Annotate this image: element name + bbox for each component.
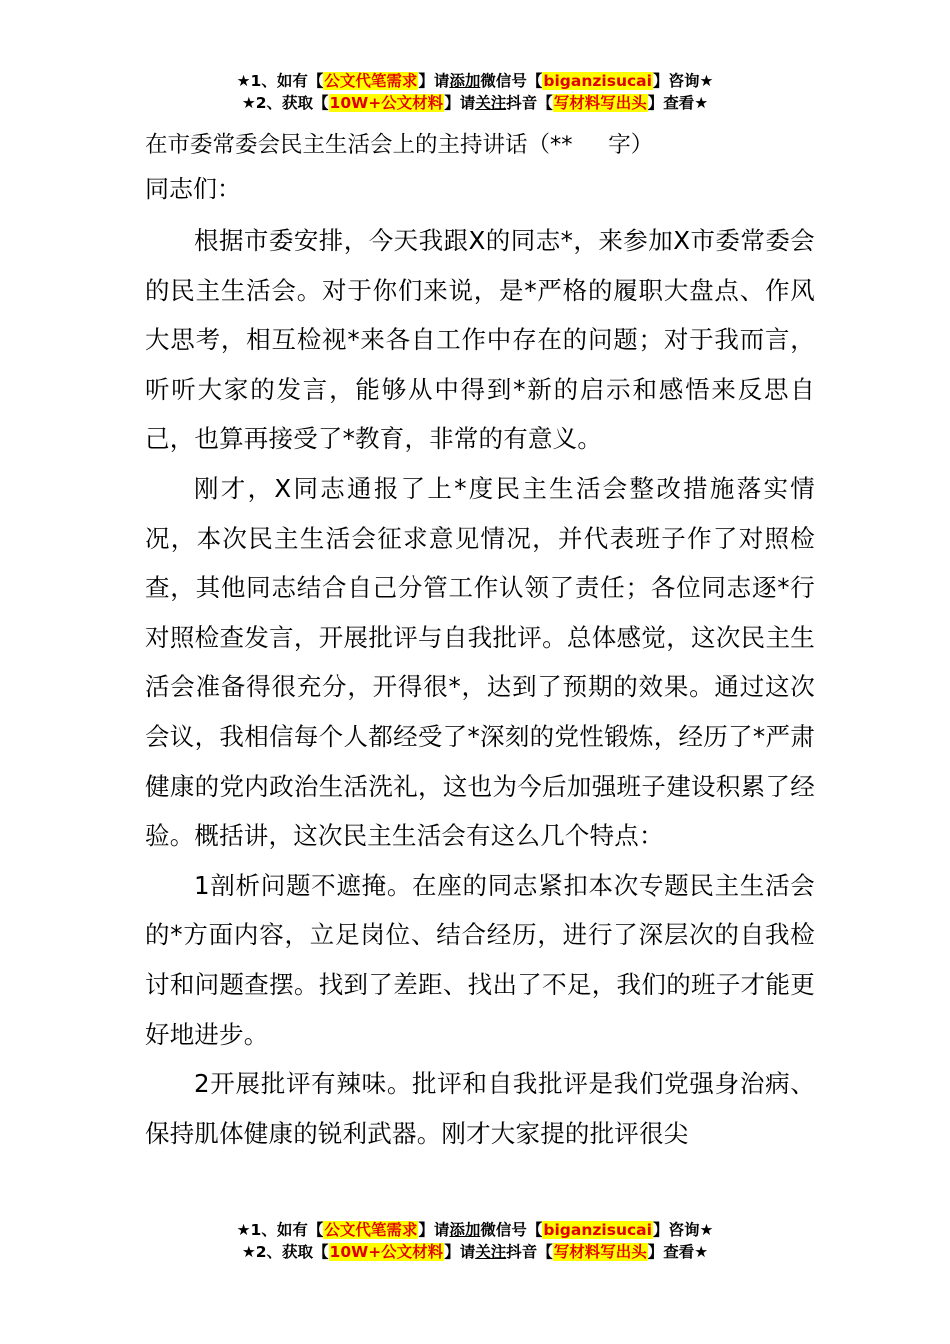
- paragraph: 根据市委安排，今天我跟X的同志*，来参加X市委常委会的民主生活会。对于你们来说，是*严格的履职大盘点、作风大思考，相互检视*来各自工作中存在的问题；对于我而言，听听大家的发言，能够从中得到*新的启示和感悟来反思自己，也算再接受了*教育，非常的有意义。: [145, 226, 815, 454]
- promo-highlight: 10W+公文材料: [329, 1243, 444, 1261]
- promo-text: 】查看★: [647, 94, 709, 112]
- promo-text: 】请: [444, 1243, 476, 1261]
- salutation: 同志们：: [145, 175, 241, 203]
- bottom-promo-banner: [0, 1219, 950, 1263]
- paragraph: 2开展批评有辣味。批评和自我批评是我们党强身治病、保持肌体健康的锐利武器。刚才大家提的批评很尖: [145, 1069, 815, 1148]
- promo-line-2: [0, 92, 950, 114]
- promo-emphasis: 关注: [475, 1243, 507, 1261]
- promo-text: 】请: [418, 1221, 450, 1239]
- promo-wechat-id: biganzisucai: [543, 1221, 652, 1239]
- promo-line-1: [0, 70, 950, 92]
- promo-highlight: 10W+公文材料: [329, 94, 444, 112]
- document-title: 在市委常委会民主生活会上的主持讲话（** 字）: [145, 132, 654, 158]
- paragraph-list: [145, 216, 815, 1158]
- promo-text: 】请: [418, 72, 450, 90]
- promo-text: 微信号【: [480, 1221, 543, 1239]
- promo-douyin-id: 写材料写出头: [553, 1243, 647, 1261]
- promo-text: 】咨询★: [652, 72, 714, 90]
- promo-text: ★1、如有【: [236, 1221, 324, 1239]
- top-promo-banner: [0, 70, 950, 114]
- promo-text: 抖音【: [506, 94, 553, 112]
- promo-text: ★2、获取【: [241, 1243, 329, 1261]
- promo-text: ★2、获取【: [241, 94, 329, 112]
- promo-text: 抖音【: [506, 1243, 553, 1261]
- promo-line-2: [0, 1241, 950, 1263]
- promo-line-1: [0, 1219, 950, 1241]
- document-body: [145, 124, 815, 1158]
- promo-highlight: 公文代笔需求: [324, 1221, 418, 1239]
- paragraph: 刚才，X同志通报了上*度民主生活会整改措施落实情况，本次民主生活会征求意见情况，并代表班子作了对照检查，其他同志结合自己分管工作认领了责任；各位同志逐*行对照检查发言，开展批评与自我批评。总体感觉，这次民主生活会准备得很充分，开得很*，达到了预期的效果。通过这次会议，我相信每个人都经受了*深刻的党性锻炼，经历了*严肃健康的党内政治生活洗礼，这也为今后加强班子建设积累了经验。概括讲，这次民主生活会有这么几个特点：: [145, 473, 815, 851]
- promo-text: 】查看★: [647, 1243, 709, 1261]
- promo-text: ★1、如有【: [236, 72, 324, 90]
- promo-text: 】咨询★: [652, 1221, 714, 1239]
- promo-emphasis: 关注: [475, 94, 507, 112]
- promo-wechat-id: biganzisucai: [543, 72, 652, 90]
- promo-emphasis: 添加: [449, 1221, 481, 1239]
- promo-text: 微信号【: [480, 72, 543, 90]
- paragraph: 1剖析问题不遮掩。在座的同志紧扣本次专题民主生活会的*方面内容，立足岗位、结合经历，进行了深层次的自我检讨和问题查摆。找到了差距、找出了不足，我们的班子才能更好地进步。: [145, 870, 815, 1049]
- promo-emphasis: 添加: [449, 72, 481, 90]
- promo-highlight: 公文代笔需求: [324, 72, 418, 90]
- promo-douyin-id: 写材料写出头: [553, 94, 647, 112]
- promo-text: 】请: [444, 94, 476, 112]
